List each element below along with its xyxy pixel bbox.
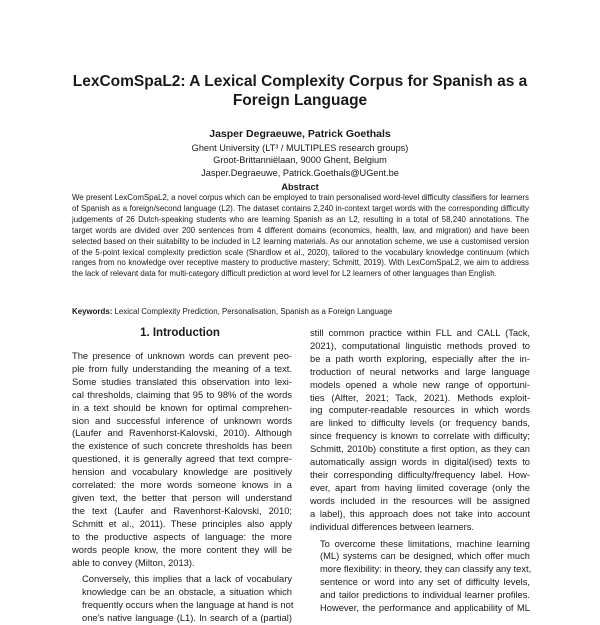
text-line: able to convey (Milton, 2013). [72,557,195,568]
text-line: sion and successful inference of unknown words [72,415,292,426]
text-line: the existence of such concrete thresholds has been [72,441,292,452]
body-column-right [310,327,530,615]
text-line: 2021), computational linguistic methods proved to [310,340,530,351]
text-line: be a path worth exploring, especially after the in- [310,353,530,364]
text-line: Some studies translated this observation into lexi- [72,376,292,387]
keywords [72,306,529,317]
text-line: words included in the resources will be assigned [310,495,530,506]
text-line: ties (Alfter, 2021; Tack, 2021). Methods exploit- [310,392,530,403]
affiliation-institution: Ghent University (LT³ / MULTIPLES research groups) [191,143,409,153]
text-line: questioned, it is generally agreed that text compre- [72,454,292,465]
text-line: ever, apart from having limited coverage (only the [310,482,530,493]
text-line: frequently occurs when the language at hand is not [82,600,294,611]
text-line: (Laufer and Ravenhorst-Kalovski, 2010). Although [72,428,292,439]
keywords-label: Keywords: [72,307,113,316]
abstract-heading: Abstract [281,182,319,192]
paragraph [72,573,292,625]
text-line: Schmitt, 2010b) constitute a first option, as they can [310,444,530,455]
text-line: Schmitt et al., 2011). These principles also apply [72,518,292,529]
body-column-left [72,350,292,625]
affiliation-address: Groot-Brittanniëlaan, 9000 Ghent, Belgium [213,155,387,166]
text-line: However, the performance and applicability of ML [320,603,530,614]
text-line: a label), this approach does not take into account [310,508,530,519]
affiliation-block [60,142,540,179]
text-line: (ML) systems can be designed, which offer much [320,551,530,562]
text-line: since frequency is known to correlate with difficulty; [310,431,530,442]
text-line: To overcome these limitations, machine learning [320,538,530,549]
text-line: individual differences between learners. [310,521,474,532]
keywords-text: Lexical Complexity Prediction, Personalisation, Spanish as a Foreign Language [112,307,393,316]
text-line: and tailor predictions to individual learner profiles. [320,590,530,601]
text-line: correlated: the more words someone knows in a [72,480,292,491]
paper-title [60,72,540,110]
text-line: troduction of neural networks and large language [310,366,530,377]
text-line: still common practice within FLL and CALL (Tack, [310,328,530,338]
text-line: in a text should be known for optimal comprehen- [72,402,292,413]
text-line: models opened a whole new range of opportuni- [310,379,530,390]
text-line: The presence of unknown words can prevent peo- [72,351,292,361]
text-line: are linked to difficulty levels (or frequency bands, [310,418,530,429]
text-line: ple from fully understanding the meaning of a text. [72,363,292,374]
text-line: cal thresholds, claiming that 95 to 98% of the words [72,389,292,400]
text-line: Conversely, this implies that a lack of vocabulary [82,574,292,585]
text-line: ing computer-readable resources in which words [310,405,530,416]
text-line: given text, the better that person will understand [72,492,292,503]
text-line: sentence or word into any set of difficulty levels, [320,577,530,588]
author-list: Jasper Degraeuwe, Patrick Goethals [209,128,391,140]
text-line: one's native language (L1). In search of a (partial) [82,613,292,624]
text-line: hension and vocabulary knowledge are positively [72,467,292,478]
abstract-text: We present LexComSpaL2, a novel corpus which can be employed to train personalised word-level difficulty classifiers for learners of Spanish as a foreign/second language (L2). The dataset contains 2,240 in-context target words with the corresponding difficulty judgements of 26 Dutch-speaking students who are learning Spanish as an L2, resulting in a total of 58,240 annotations. The target words are divided over 200 sentences from 4 different domains (economics, health, law, and migration) and have been selected based on their suitability to be included in L2 learning materials. As our annotation scheme, we use a customised version of the 5-point lexical complexity prediction scale (Shardlow et al., 2020), tailored to the vocabulary knowledge continuum (which ranges from no knowledge over receptive mastery to productive mastery; Schmitt, 2019). With LexComSpaL2, we aim to address the lack of relevant data for multi-category difficult prediction at word level for L2 learners of other languages than English. [72,193,529,279]
title-line-1: LexComSpaL2: A Lexical Complexity Corpus for Spanish as a [72,73,528,90]
text-line: to the productive aspects of language: the more [72,531,292,542]
text-line: the text (Laufer and Ravenhorst-Kalovski, 2010; [72,505,292,516]
paragraph [310,327,530,534]
text-line: words people know, the more content they will be [72,544,292,555]
text-line: automatically assign words in digital(ised) texts to [310,457,530,468]
text-line: more flexibility: in theory, they can classify any text, [320,564,532,575]
paragraph [72,350,292,569]
text-line: their corresponding difficulty/frequency label. How- [310,469,530,480]
text-line: knowledge can be an obstacle, a situation which [82,587,292,598]
title-line-2: Foreign Language [232,92,368,109]
affiliation-email: Jasper.Degraeuwe, Patrick.Goethals@UGent.be [201,167,399,178]
paragraph [310,538,530,615]
section-heading-introduction: 1. Introduction [140,327,220,339]
